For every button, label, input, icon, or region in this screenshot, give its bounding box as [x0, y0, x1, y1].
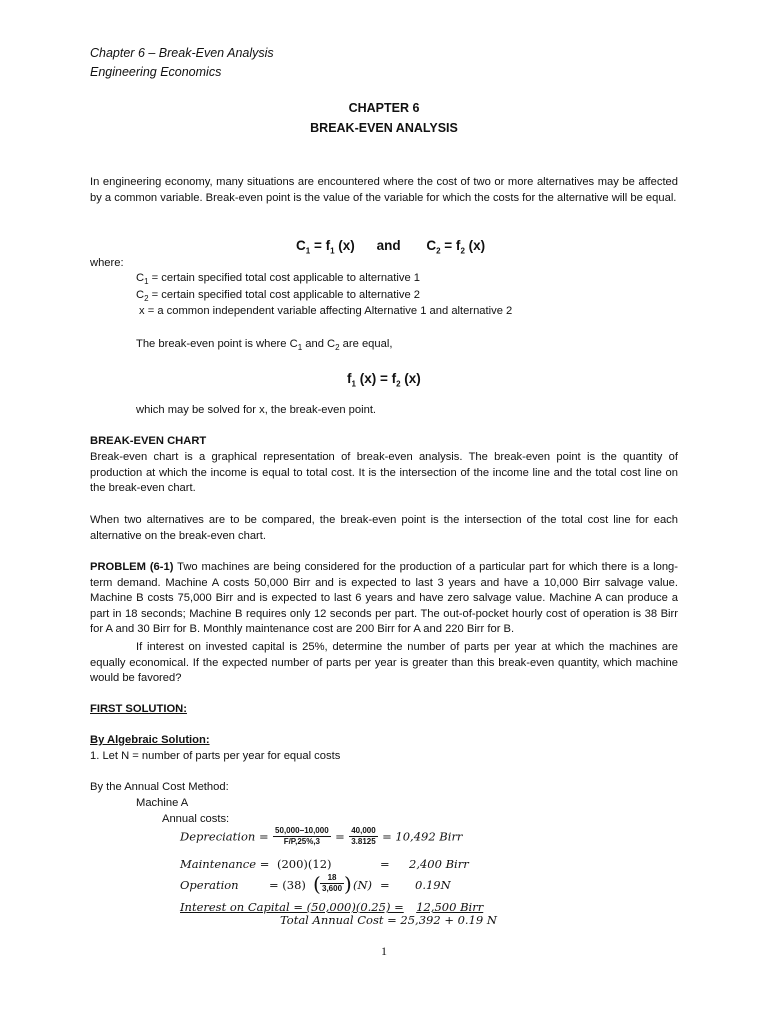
algebraic-solution-heading: By Algebraic Solution:	[90, 734, 210, 746]
let-n-definition: 1. Let N = number of parts per year for equal costs	[90, 750, 341, 762]
maintenance-equation: Maintenance = (200)(12) = 2,400 Birr	[180, 857, 469, 871]
annual-costs-label: Annual costs:	[162, 813, 230, 825]
equation-break-even: $f_1$ $(x) = f_2$ (x)	[347, 371, 421, 389]
where-label: where:	[90, 257, 124, 269]
definition-x: x = a common independent variable affecting Alternative 1 and alternative 2	[139, 305, 513, 317]
problem-paragraph: PROBLEM (6-1) Two machines are being considered for the production of a particular part for which there is a long- term demand. Machine A costs 50,000 Birr and is expected to last 3 years and have a 10,000 Birr salvage value. Machine B costs 75,000 Birr and is expected to last 6 years and have zero salvage value. Machine A can produce a part in 18 seconds; Machine B requires only 12 seconds per part. The out-of-pocket hourly cost of operation is 38 Birr for A and 30 Birr for B. Monthly maintenance cost are 200 Birr for A and 220 Birr for B.	[90, 561, 678, 635]
depreciation-fraction: $\frac{50,000-10,000}{F/P,25\%,3}$	[275, 826, 329, 846]
equation-cost-functions: $C_1 = f_1$ (x) and $C_2 = f_2$ (x)	[296, 238, 486, 256]
section-heading-break-even-chart: BREAK-EVEN CHART	[90, 435, 207, 447]
operation-open-paren: (	[313, 872, 321, 896]
definition-c1: $C_1$ = certain specified total cost applicable to alternative 1	[136, 272, 421, 287]
operation-close-paren: )	[344, 872, 352, 896]
depreciation-fraction-simplified: $\frac{40,000}{3.8125}$	[351, 826, 376, 846]
break-even-sentence: The break-even point is where $C_1$ and $C_2$ are equal,	[136, 338, 393, 353]
first-solution-heading: FIRST SOLUTION:	[90, 703, 187, 715]
depreciation-equation: Depreciation = $\frac{50,000-10,000}{F/P,25\%,3}$ = $\frac{40,000}{3.8125}$ = 10,492 Birr	[180, 826, 463, 846]
total-annual-cost: Total Annual Cost = 25,392 + 0.19 N	[280, 913, 497, 927]
interest-on-capital-equation: Interest on Capital = (50,000)(0.25) = 12,500 Birr	[180, 900, 484, 914]
running-header-course: Engineering Economics	[90, 65, 222, 79]
comparison-paragraph: When two alternatives are to be compared, the break-even point is the intersection of the total cost line for each alternative on the break-even chart.	[90, 514, 678, 542]
chapter-title: BREAK-EVEN ANALYSIS	[310, 121, 458, 135]
chapter-number: CHAPTER 6	[348, 101, 420, 115]
operation-equation: Operation = (38) ( $\frac{18}{3,600}$ ) (N) = 0.19N	[180, 872, 451, 896]
annual-cost-method-heading: By the Annual Cost Method:	[90, 781, 229, 793]
solved-sentence: which may be solved for x, the break-even point.	[136, 404, 377, 416]
problem-question: If interest on invested capital is 25%, determine the number of parts per year at which the machines are equally economical. If the expected number of parts per year is greater than this break-even quantity, which machine would be favored?	[90, 641, 678, 684]
problem-label: PROBLEM (6-1)	[90, 561, 174, 573]
definition-c2: $C_2$ = certain specified total cost applicable to alternative 2	[136, 289, 421, 304]
intro-paragraph: In engineering economy, many situations are encountered where the cost of two or more alternatives may be affected by a common variable. Break-even point is the value of the variable for which the costs for the alternative will be equal.	[90, 176, 678, 204]
machine-a-heading: Machine A	[136, 797, 189, 809]
break-even-chart-paragraph: Break-even chart is a graphical representation of break-even analysis. The break-even point is the quantity of production at which the income is equal to total cost. It is the intersection of the income line and the total cost line on the break-even chart.	[90, 451, 678, 494]
page-number: 1	[381, 944, 387, 958]
running-header-chapter: Chapter 6 – Break-Even Analysis	[90, 46, 274, 60]
operation-fraction: $\frac{18}{3,600}$	[322, 873, 343, 893]
